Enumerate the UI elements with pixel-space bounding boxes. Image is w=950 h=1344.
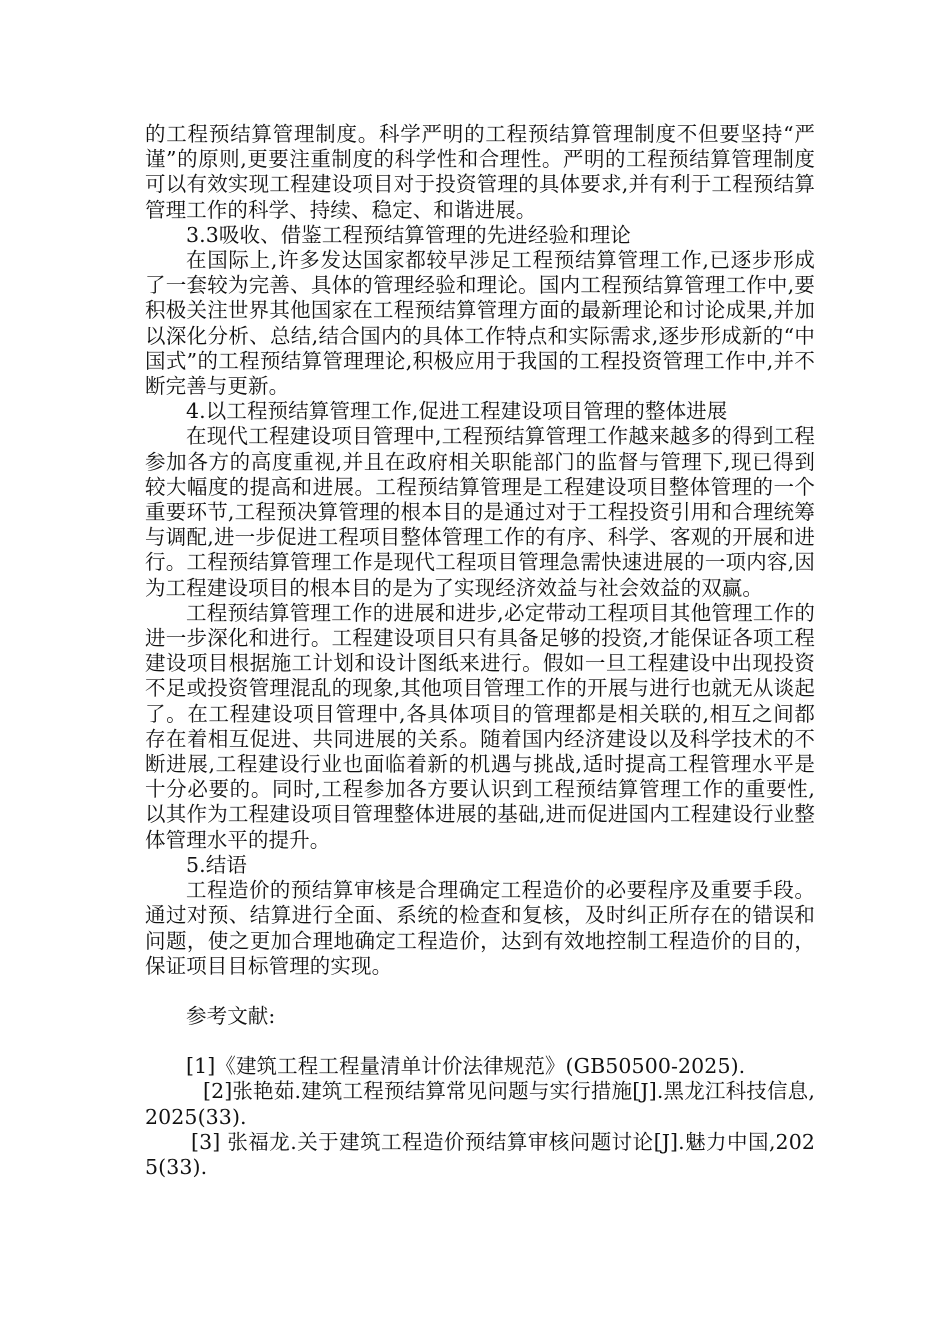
reference-item-2: [2]张艳茹.建筑工程预结算常见问题与实行措施[J].黑龙江科技信息,2025(33).	[145, 1079, 815, 1129]
reference-item-1: [1]《建筑工程工程量清单计价法律规范》(GB50500-2025).	[186, 1054, 746, 1079]
document-body	[145, 122, 815, 1180]
paragraph-management-system: 的工程预结算管理制度。科学严明的工程预结算管理制度不但要坚持“严谨”的原则,更要注重制度的科学性和合理性。严明的工程预结算管理制度可以有效实现工程建设项目对于投资管理的具体要求,并有利于工程预结算管理工作的科学、持续、稳定、和谐进展。	[145, 122, 815, 222]
section-heading-4: 4.以工程预结算管理工作,促进工程建设项目管理的整体进展	[186, 399, 728, 424]
section-heading-3-3: 3.3吸收、借鉴工程预结算管理的先进经验和理论	[186, 222, 631, 247]
references-heading: 参考文献:	[186, 1003, 276, 1028]
section-heading-5-conclusion: 5.结语	[186, 852, 247, 877]
paragraph-conclusion: 工程造价的预结算审核是合理确定工程造价的必要程序及重要手段。通过对预、结算进行全面、系统的检查和复核，及时纠正所存在的错误和问题，使之更加合理地确定工程造价，达到有效地控制工程造价的目的，保证项目目标管理的实现。	[145, 878, 815, 978]
paragraph-progress-and-advancement: 工程预结算管理工作的进展和进步,必定带动工程项目其他管理工作的进一步深化和进行。工程建设项目只有具备足够的投资,才能保证各项工程建设项目根据施工计划和设计图纸来进行。假如一旦工程建设中出现投资不足或投资管理混乱的现象,其他项目管理工作的开展与进行也就无从谈起了。在工程建设项目管理中,各具体项目的管理都是相关联的,相互之间都存在着相互促进、共同进展的关系。随着国内经济建设以及科学技术的不断进展,工程建设行业也面临着新的机遇与挑战,适时提高工程管理水平是十分必要的。同时,工程参加各方要认识到工程预结算管理工作的重要性,以其作为工程建设项目管理整体进展的基础,进而促进国内工程建设行业整体管理水平的提升。	[145, 600, 815, 852]
reference-item-3: [3] 张福龙.关于建筑工程造价预结算审核问题讨论[J].魅力中国,2025(33).	[145, 1129, 815, 1179]
paragraph-modern-project-management: 在现代工程建设项目管理中,工程预结算管理工作越来越多的得到工程参加各方的高度重视,并且在政府相关职能部门的监督与管理下,现已得到较大幅度的提高和进展。工程预结算管理是工程建设项目整体管理的一个重要环节,工程预决算管理的根本目的是通过对于工程投资引用和合理统筹与调配,进一步促进工程项目整体管理工作的有序、科学、客观的开展和进行。工程预结算管理工作是现代工程项目管理急需快速进展的一项内容,因为工程建设项目的根本目的是为了实现经济效益与社会效益的双赢。	[145, 424, 815, 600]
paragraph-international-experience: 在国际上,许多发达国家都较早涉足工程预结算管理工作,已逐步形成了一套较为完善、具体的管理经验和理论。国内工程预结算管理工作中,要积极关注世界其他国家在工程预结算管理方面的最新理论和讨论成果,并加以深化分析、总结,结合国内的具体工作特点和实际需求,逐步形成新的“中国式”的工程预结算管理理论,积极应用于我国的工程投资管理工作中,并不断完善与更新。	[145, 248, 815, 399]
